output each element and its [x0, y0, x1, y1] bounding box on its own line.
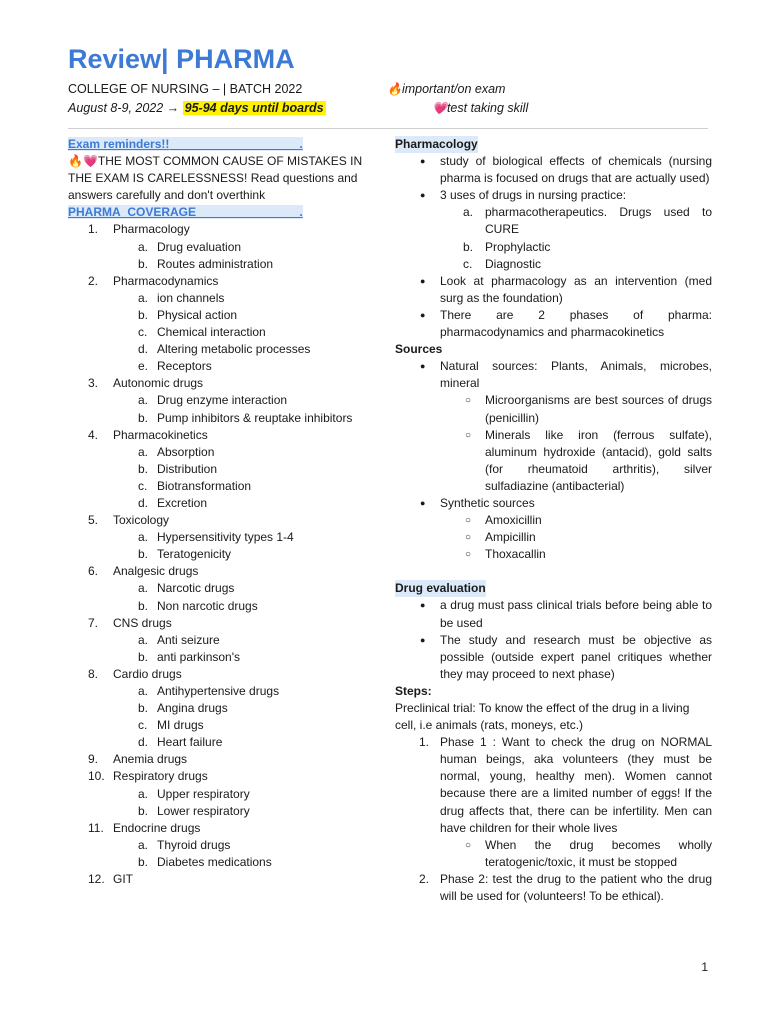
- coverage-subitem: [68, 410, 378, 427]
- list-letter: b.: [138, 701, 149, 716]
- coverage-subitem: [68, 358, 378, 375]
- coverage-subitem-label: Physical action: [157, 307, 238, 322]
- coverage-subitem-label: Drug evaluation: [157, 239, 242, 254]
- list-item: ○ Ampicillin: [465, 530, 536, 545]
- coverage-subitem-label: Teratogenicity: [157, 547, 232, 562]
- sources-heading: Sources: [395, 342, 443, 357]
- list-number: 9.: [88, 752, 99, 767]
- coverage-subitem-label: Altering metabolic processes: [157, 342, 311, 357]
- list-number: 8.: [88, 666, 99, 681]
- coverage-subitem-label: Heart failure: [157, 735, 223, 750]
- legend-important: [387, 80, 505, 99]
- fire-heart-icon: 🔥💗: [68, 154, 98, 169]
- list-letter: b.: [138, 410, 149, 425]
- list-letter: a.: [138, 786, 149, 801]
- list-number: 12.: [88, 872, 105, 887]
- list-letter: a.: [138, 290, 149, 305]
- heart-icon: 💗: [432, 101, 447, 115]
- list-letter: b.: [138, 803, 149, 818]
- college-batch-line: COLLEGE OF NURSING – | BATCH 2022: [68, 82, 303, 96]
- coverage-subitem: [68, 256, 378, 273]
- coverage-item-label: Analgesic drugs: [113, 564, 199, 579]
- steps-heading: Steps:: [395, 683, 432, 698]
- coverage-subitem: [68, 290, 378, 307]
- exam-reminder-text: 🔥💗THE MOST COMMON CAUSE OF MISTAKES IN THE EXAM IS CARELESSNESS! Read questions and answers carefully and don't overthink: [68, 154, 363, 203]
- legend-important-label: important/on exam: [401, 82, 506, 96]
- coverage-subitem-label: Receptors: [157, 359, 212, 374]
- coverage-subitem-label: Anti seizure: [157, 632, 220, 647]
- coverage-item: [68, 273, 378, 290]
- coverage-item: [68, 563, 378, 580]
- coverage-subitem: [68, 683, 378, 700]
- list-letter: b.: [138, 307, 149, 322]
- list-number: 3.: [88, 376, 99, 391]
- list-number: 4.: [88, 427, 99, 442]
- list-number: 2.: [88, 273, 99, 288]
- list-item: ● Synthetic sources: [420, 495, 535, 510]
- coverage-subitem-label: Non narcotic drugs: [157, 598, 258, 613]
- list-letter: e.: [138, 359, 149, 374]
- coverage-subitem-label: Distribution: [157, 461, 218, 476]
- list-letter: a.: [138, 444, 149, 459]
- fire-icon: 🔥: [387, 82, 402, 96]
- coverage-subitem-label: Chemical interaction: [157, 325, 266, 340]
- coverage-subitem: [68, 444, 378, 461]
- coverage-subitem: [68, 700, 378, 717]
- list-item: b. Prophylactic: [463, 239, 551, 254]
- coverage-subitem-label: Narcotic drugs: [157, 581, 235, 596]
- coverage-subitem: [68, 239, 378, 256]
- coverage-subitem-label: Drug enzyme interaction: [157, 393, 288, 408]
- list-item: ● The study and research must be objective as possible (outside expert panel critiques whether they may proceed to next phase): [420, 632, 712, 681]
- coverage-item: [68, 768, 378, 785]
- list-item: ● Natural sources: Plants, Animals, microbes, mineral: [420, 359, 712, 391]
- list-number: 10.: [88, 769, 105, 784]
- drug-evaluation-heading: Drug evaluation: [395, 580, 486, 597]
- coverage-subitem: [68, 649, 378, 666]
- list-letter: b.: [138, 649, 149, 664]
- list-number: 7.: [88, 615, 99, 630]
- list-letter: d.: [138, 495, 149, 510]
- coverage-subitem: [68, 478, 378, 495]
- coverage-item: [68, 512, 378, 529]
- coverage-item-label: Endocrine drugs: [113, 820, 201, 835]
- coverage-subitem: [68, 392, 378, 409]
- list-letter: b.: [138, 256, 149, 271]
- coverage-item-label: Autonomic drugs: [113, 376, 204, 391]
- list-letter: c.: [138, 718, 148, 733]
- list-item: c. Diagnostic: [463, 256, 542, 271]
- list-number: 5.: [88, 513, 99, 528]
- list-number: 1.: [88, 222, 99, 237]
- coverage-subitem: [68, 341, 378, 358]
- list-item: 2. Phase 2: test the drug to the patient who the drug will be used for (volunteers! To be ethical).: [419, 871, 712, 904]
- coverage-item: [68, 427, 378, 444]
- list-letter: a.: [138, 632, 149, 647]
- list-letter: b.: [138, 854, 149, 869]
- list-letter: a.: [138, 239, 149, 254]
- document-title: Review| PHARMA: [68, 44, 295, 74]
- list-letter: a.: [138, 530, 149, 545]
- coverage-subitem: [68, 786, 378, 803]
- coverage-subitem: [68, 803, 378, 820]
- coverage-subitem-label: Diabetes medications: [157, 854, 272, 869]
- list-item: 1. Phase 1 : Want to check the drug on NORMAL human beings, aka volunteers (they must be normal, young, healthy men). Women cannot because there are a limited number of eggs! If the drug affects that, there can be infertility. Men can have children for their whole lives: [419, 735, 712, 835]
- coverage-subitem: [68, 307, 378, 324]
- list-item: a. pharmacotherapeutics. Drugs used to CURE: [463, 205, 712, 237]
- coverage-item-label: Anemia drugs: [113, 752, 188, 767]
- list-item: ● There are 2 phases of pharma: pharmacodynamics and pharmacokinetics: [420, 307, 712, 340]
- page-number: 1: [701, 960, 708, 974]
- spacer: [395, 563, 712, 580]
- list-item: ● study of biological effects of chemicals (nursing pharma is focused on drugs that are actually used): [420, 154, 712, 186]
- preclinical-text: Preclinical trial: To know the effect of the drug in a living cell, i.e animals (rats, moneys, etc.): [395, 701, 690, 733]
- coverage-subitem-label: Antihypertensive drugs: [157, 684, 280, 698]
- coverage-subitem: [68, 546, 378, 563]
- header-divider: [68, 128, 708, 129]
- coverage-item: [68, 375, 378, 392]
- coverage-subitem-label: Absorption: [157, 444, 215, 459]
- coverage-subitem-label: Biotransformation: [157, 478, 252, 493]
- date-line: [68, 99, 326, 118]
- coverage-subitem: [68, 495, 378, 512]
- coverage-subitem: [68, 580, 378, 597]
- coverage-item: [68, 666, 378, 683]
- coverage-item-label: GIT: [113, 872, 133, 887]
- list-number: 6.: [88, 564, 99, 579]
- legend-skill-label: test taking skill: [446, 101, 529, 115]
- list-item: ○ When the drug becomes wholly teratogenic/toxic, it must be stopped: [465, 837, 712, 869]
- list-item: ● Look at pharmacology as an intervention (med surg as the foundation): [420, 273, 712, 305]
- coverage-subitem: [68, 837, 378, 854]
- coverage-subitem-label: Angina drugs: [157, 701, 228, 716]
- coverage-subitem-label: Upper respiratory: [157, 786, 250, 801]
- list-item: ○ Microorganisms are best sources of drugs (penicillin): [465, 393, 712, 425]
- coverage-subitem-label: Routes administration: [157, 256, 274, 271]
- coverage-item-label: Respiratory drugs: [113, 769, 208, 784]
- coverage-subitem-label: Lower respiratory: [157, 803, 250, 818]
- list-letter: a.: [138, 684, 149, 698]
- list-item: ○ Thoxacallin: [465, 547, 546, 562]
- list-letter: d.: [138, 735, 149, 750]
- coverage-subitem-label: Thyroid drugs: [157, 837, 231, 852]
- list-item: ● 3 uses of drugs in nursing practice:: [420, 188, 627, 203]
- list-letter: b.: [138, 598, 149, 613]
- coverage-item-label: Cardio drugs: [113, 666, 182, 681]
- list-letter: c.: [138, 478, 148, 493]
- coverage-subitem: [68, 632, 378, 649]
- list-letter: a.: [138, 837, 149, 852]
- list-item: ○ Amoxicillin: [465, 513, 542, 528]
- list-letter: c.: [138, 325, 148, 340]
- list-letter: a.: [138, 581, 149, 596]
- list-item: ● a drug must pass clinical trials before being able to be used: [420, 598, 712, 630]
- date-text: August 8-9, 2022 →: [68, 101, 183, 115]
- coverage-subitem: [68, 529, 378, 546]
- coverage-item: [68, 871, 378, 888]
- coverage-subitem: [68, 324, 378, 341]
- list-item: ○ Minerals like iron (ferrous sulfate), aluminum hydroxide (antacid), gold salts (for rheumatoid arthritis), silver sulfadiazine (antibacterial): [465, 427, 712, 493]
- coverage-item-label: Toxicology: [113, 513, 170, 528]
- coverage-item: [68, 221, 378, 238]
- coverage-subitem: [68, 734, 378, 751]
- coverage-subitem-label: ion channels: [157, 290, 225, 305]
- coverage-heading[interactable]: PHARMA_COVERAGE .: [68, 205, 303, 220]
- coverage-subitem: [68, 461, 378, 478]
- pharmacology-heading: Pharmacology: [395, 136, 478, 153]
- coverage-list: [68, 221, 378, 888]
- left-column: [68, 136, 378, 888]
- list-number: 11.: [88, 820, 104, 835]
- coverage-item-label: Pharmacodynamics: [113, 273, 219, 288]
- coverage-subitem-label: Hypersensitivity types 1-4: [157, 530, 294, 545]
- coverage-subitem: [68, 717, 378, 734]
- coverage-subitem: [68, 598, 378, 615]
- list-letter: b.: [138, 461, 149, 476]
- coverage-item-label: Pharmacology: [113, 222, 190, 237]
- coverage-subitem-label: Excretion: [157, 495, 208, 510]
- coverage-item-label: Pharmacokinetics: [113, 427, 208, 442]
- list-letter: b.: [138, 547, 149, 562]
- coverage-subitem-label: anti parkinson's: [157, 649, 241, 664]
- coverage-item-label: CNS drugs: [113, 615, 172, 630]
- coverage-item: [68, 820, 378, 837]
- list-letter: a.: [138, 393, 149, 408]
- countdown-highlight: 95-94 days until boards: [184, 101, 324, 115]
- right-column: [395, 136, 712, 905]
- exam-reminders-heading[interactable]: Exam reminders!! .: [68, 137, 303, 151]
- legend-skill: [432, 99, 528, 118]
- coverage-subitem-label: Pump inhibitors & reuptake inhibitors: [157, 410, 353, 425]
- list-letter: d.: [138, 342, 149, 357]
- coverage-item: [68, 751, 378, 768]
- coverage-item: [68, 615, 378, 632]
- coverage-subitem: [68, 854, 378, 871]
- coverage-subitem-label: MI drugs: [157, 718, 204, 733]
